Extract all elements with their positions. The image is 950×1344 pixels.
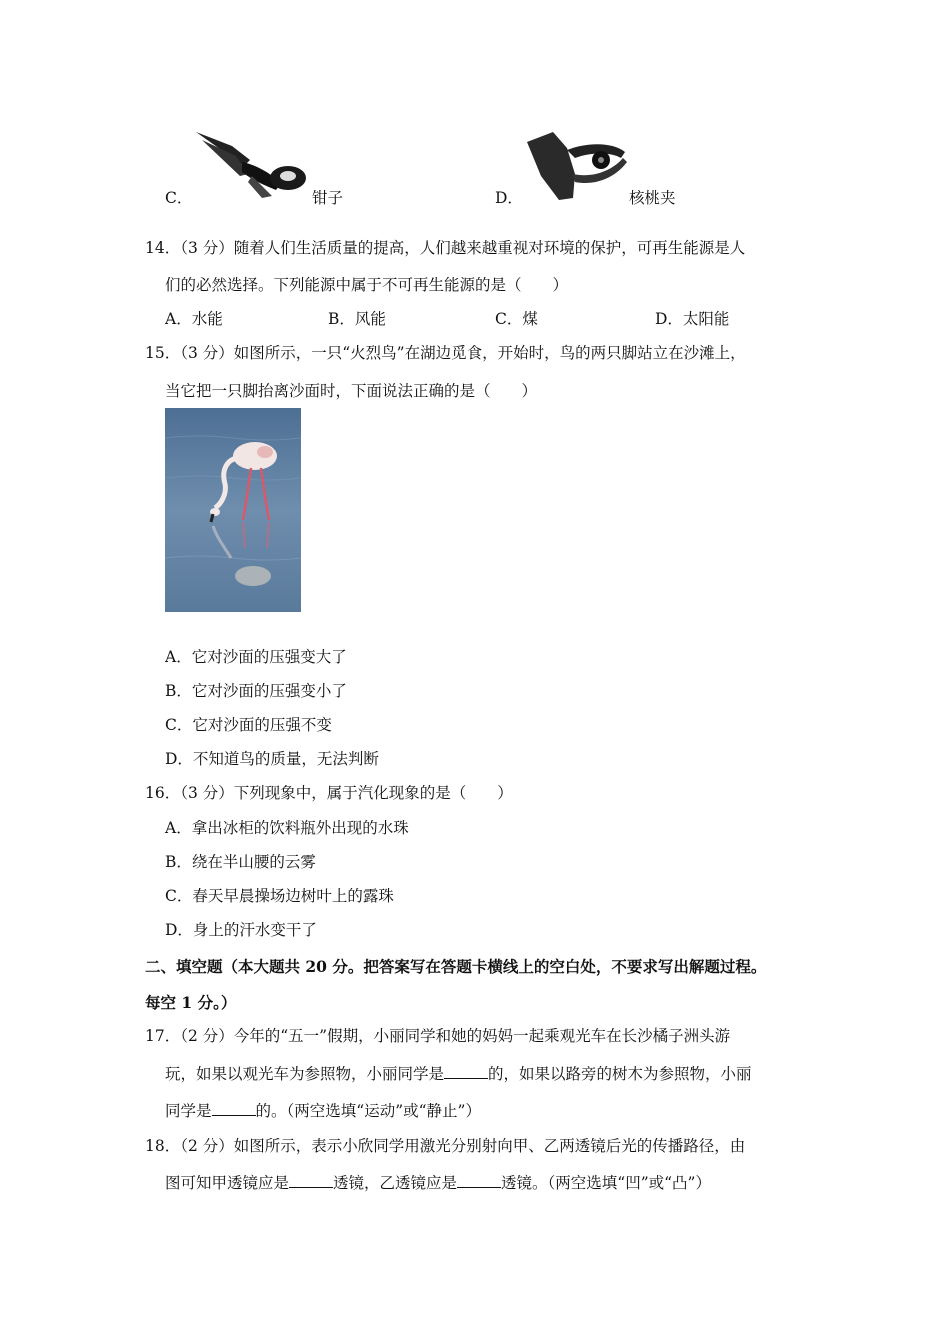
q17-line2: 玩，如果以观光车为参照物，小丽同学是 的，如果以路旁的树木为参照物，小丽 [165, 1065, 752, 1083]
q18-blank-2[interactable] [457, 1173, 501, 1188]
q16-option-b: B．绕在半山腰的云雾 [165, 853, 316, 871]
section2-heading-line1: 二、填空题（本大题共 20 分。把答案写在答题卡横线上的空白处，不要求写出解题过程。 [145, 957, 767, 976]
q17-line1: 17．（2 分）今年的“五一”假期，小丽同学和她的妈妈一起乘观光车在长沙橘子洲头游 [145, 1027, 731, 1045]
q13-option-d-text: 核桃夹 [629, 189, 676, 207]
q15-option-d: D．不知道鸟的质量，无法判断 [165, 750, 379, 768]
q15-stem-line1: 15．（3 分）如图所示，一只“火烈鸟”在湖边觅食，开始时，鸟的两只脚站立在沙滩上， [145, 344, 746, 362]
q18-line1: 18．（2 分）如图所示，表示小欣同学用激光分别射向甲、乙两透镜后光的传播路径，由 [145, 1137, 746, 1155]
q14-option-d: D．太阳能 [655, 310, 730, 328]
q14-stem-line1: 14．（3 分）随着人们生活质量的提高，人们越来越重视对环境的保护，可再生能源是人 [145, 239, 746, 257]
q15-option-a: A．它对沙面的压强变大了 [165, 648, 347, 666]
q16-stem: 16．（3 分）下列现象中，属于汽化现象的是（ ） [145, 784, 513, 802]
pliers-image [192, 126, 312, 202]
q14-option-b: B．风能 [328, 310, 386, 328]
q17-blank-1[interactable] [444, 1064, 488, 1079]
q16-option-c: C．春天早晨操场边树叶上的露珠 [165, 887, 394, 905]
q14-option-a: A．水能 [165, 310, 223, 328]
nutcracker-image [523, 128, 631, 202]
q14-stem-line2: 们的必然选择。下列能源中属于不可再生能源的是（ ） [165, 276, 569, 294]
q15-option-c: C．它对沙面的压强不变 [165, 716, 332, 734]
flamingo-photo [165, 408, 301, 612]
q18-blank-1[interactable] [289, 1173, 333, 1188]
q16-option-d: D．身上的汗水变干了 [165, 921, 317, 939]
q13-option-c-text: 钳子 [312, 189, 344, 207]
q14-option-c: C．煤 [495, 310, 538, 328]
q15-option-b: B．它对沙面的压强变小了 [165, 682, 347, 700]
q16-option-a: A．拿出冰柜的饮料瓶外出现的水珠 [165, 819, 409, 837]
q17-blank-2[interactable] [212, 1101, 256, 1116]
section2-heading-line2: 每空 1 分。） [145, 993, 237, 1012]
q13-option-d-letter: D． [495, 189, 523, 207]
q13-option-c-letter: C． [165, 189, 193, 207]
q15-stem-line2: 当它把一只脚抬离沙面时，下面说法正确的是（ ） [165, 382, 538, 400]
q18-line2: 图可知甲透镜应是 透镜，乙透镜应是 透镜。（两空选填“凹”或“凸”） [165, 1174, 711, 1192]
q17-line3: 同学是 的。（两空选填“运动”或“静止”） [165, 1102, 481, 1120]
